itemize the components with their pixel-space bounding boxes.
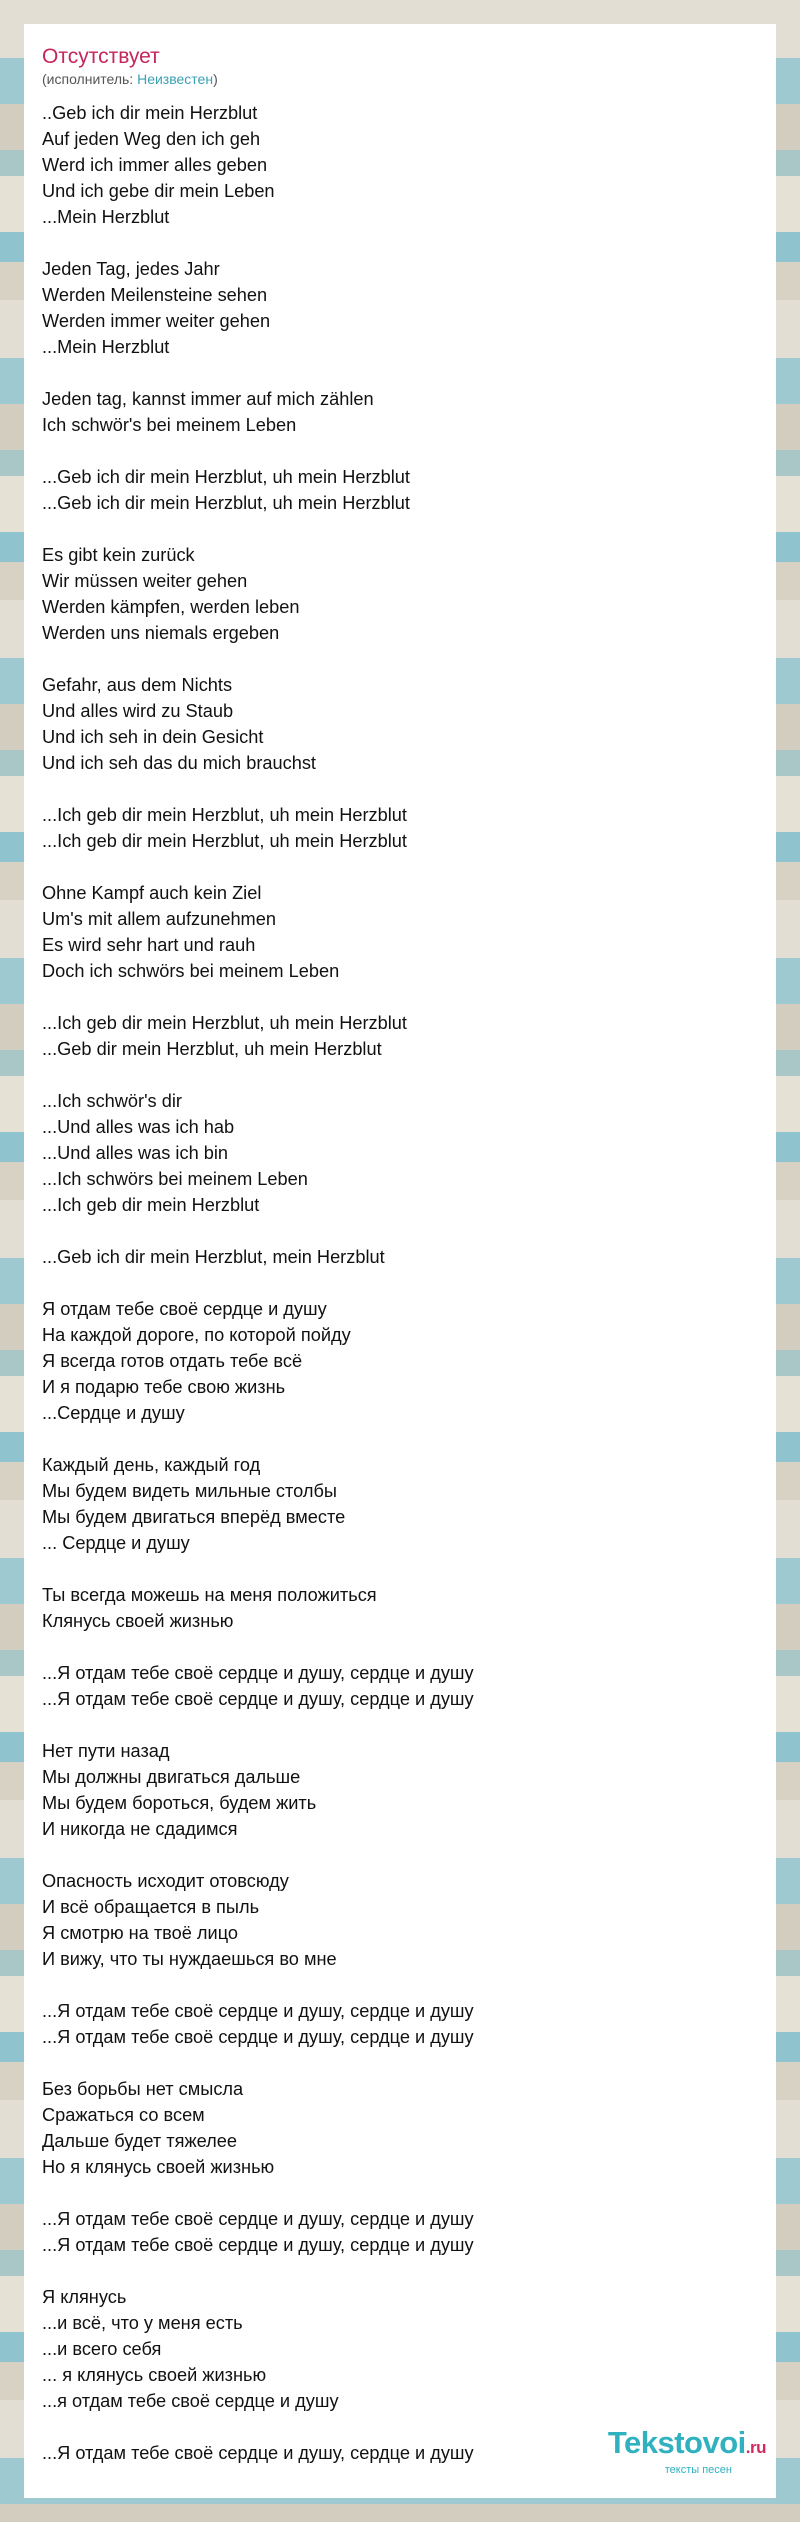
- lyric-line: Doch ich schwörs bei meinem Leben: [42, 961, 340, 981]
- artist-prefix: (исполнитель:: [42, 71, 138, 87]
- lyrics-stanza: [42, 1998, 776, 2050]
- lyric-line: Gefahr, aus dem Nichts: [42, 675, 233, 695]
- lyric-line: Ты всегда можешь на меня положиться: [42, 1585, 377, 1605]
- lyric-line: ...Mein Herzblut: [42, 337, 170, 357]
- lyric-line: ...Ich geb dir mein Herzblut: [42, 1195, 260, 1215]
- lyrics-stanza: [42, 100, 776, 230]
- lyric-line: ...Я отдам тебе своё сердце и душу, сердце и душу: [42, 2001, 474, 2021]
- lyrics-stanza: [42, 1244, 776, 1270]
- site-logo[interactable]: [608, 2427, 766, 2476]
- lyric-line: Ohne Kampf auch kein Ziel: [42, 883, 262, 903]
- lyric-line: И всё обращается в пыль: [42, 1897, 260, 1917]
- lyric-line: Werd ich immer alles geben: [42, 155, 268, 175]
- lyric-line: Und ich seh in dein Gesicht: [42, 727, 264, 747]
- lyric-line: Werden immer weiter gehen: [42, 311, 271, 331]
- lyric-line: Клянусь своей жизнью: [42, 1611, 234, 1631]
- lyric-line: Werden Meilensteine sehen: [42, 285, 268, 305]
- lyric-line: Дальше будет тяжелее: [42, 2131, 237, 2151]
- lyric-line: И никогда не сдадимся: [42, 1819, 238, 1839]
- song-title: Отсутствует: [42, 45, 160, 68]
- lyric-line: И вижу, что ты нуждаешься во мне: [42, 1949, 337, 1969]
- lyric-line: ...Und alles was ich bin: [42, 1143, 229, 1163]
- lyric-line: Мы будем двигаться вперёд вместе: [42, 1507, 346, 1527]
- lyric-line: Jeden tag, kannst immer auf mich zählen: [42, 389, 374, 409]
- lyrics-stanza: [42, 1296, 776, 1426]
- lyrics-stanza: [42, 2076, 776, 2180]
- lyrics-stanza: [42, 1868, 776, 1972]
- lyrics-stanza: [42, 386, 776, 438]
- lyric-line: Ich schwör's bei meinem Leben: [42, 415, 297, 435]
- lyric-line: ...Сердце и душу: [42, 1403, 185, 1423]
- lyric-line: ...Geb ich dir mein Herzblut, uh mein Herzblut: [42, 493, 410, 513]
- lyric-line: ...Я отдам тебе своё сердце и душу, сердце и душу: [42, 2209, 474, 2229]
- lyric-line: ...и всего себя: [42, 2339, 162, 2359]
- lyrics-stanza: [42, 2206, 776, 2258]
- lyric-line: ..Geb ich dir mein Herzblut: [42, 103, 258, 123]
- lyric-line: Но я клянусь своей жизнью: [42, 2157, 275, 2177]
- lyric-line: Wir müssen weiter gehen: [42, 571, 248, 591]
- lyrics-stanza: [42, 1452, 776, 1556]
- lyrics-stanza: [42, 256, 776, 360]
- lyrics-stanza: [42, 802, 776, 854]
- lyric-line: Я отдам тебе своё сердце и душу: [42, 1299, 327, 1319]
- lyric-line: Я смотрю на твоё лицо: [42, 1923, 239, 1943]
- logo-tagline: тексты песен: [664, 2464, 732, 2476]
- lyric-line: ...Ich schwör's dir: [42, 1091, 182, 1111]
- lyric-line: ...я отдам тебе своё сердце и душу: [42, 2391, 339, 2411]
- lyric-line: ... я клянусь своей жизнью: [42, 2365, 267, 2385]
- lyric-line: ...Geb ich dir mein Herzblut, mein Herzblut: [42, 1247, 385, 1267]
- lyric-line: Без борьбы нет смысла: [42, 2079, 244, 2099]
- lyrics-stanza: [42, 1738, 776, 1842]
- lyric-line: ...Я отдам тебе своё сердце и душу, сердце и душу: [42, 2235, 474, 2255]
- lyric-line: ...Ich geb dir mein Herzblut, uh mein Herzblut: [42, 831, 407, 851]
- lyrics-stanza: [42, 1010, 776, 1062]
- lyrics-stanza: [42, 1088, 776, 1218]
- lyric-line: ...Я отдам тебе своё сердце и душу, сердце и душу: [42, 1663, 474, 1683]
- lyric-line: ...Geb ich dir mein Herzblut, uh mein Herzblut: [42, 467, 410, 487]
- lyrics-stanza: [42, 1582, 776, 1634]
- logo-tld: .ru: [745, 2438, 766, 2457]
- lyric-line: ...Mein Herzblut: [42, 207, 170, 227]
- lyric-line: Мы будем бороться, будем жить: [42, 1793, 317, 1813]
- lyrics-body: [42, 100, 776, 2466]
- lyric-line: Мы должны двигаться дальше: [42, 1767, 301, 1787]
- lyric-line: Jeden Tag, jedes Jahr: [42, 259, 220, 279]
- lyric-line: На каждой дороге, по которой пойду: [42, 1325, 351, 1345]
- lyric-line: Я всегда готов отдать тебе всё: [42, 1351, 303, 1371]
- lyric-line: Und ich gebe dir mein Leben: [42, 181, 275, 201]
- lyric-line: И я подарю тебе свою жизнь: [42, 1377, 286, 1397]
- lyric-line: Und alles wird zu Staub: [42, 701, 234, 721]
- lyrics-stanza: [42, 2284, 776, 2414]
- lyrics-stanza: [42, 880, 776, 984]
- lyric-line: ...Я отдам тебе своё сердце и душу, сердце и душу: [42, 2443, 474, 2463]
- lyric-line: ...и всё, что у меня есть: [42, 2313, 243, 2333]
- lyric-line: ...Ich geb dir mein Herzblut, uh mein Herzblut: [42, 805, 407, 825]
- artist-link[interactable]: Неизвестен: [137, 71, 214, 87]
- lyrics-stanza: [42, 542, 776, 646]
- lyrics-stanza: [42, 464, 776, 516]
- lyric-line: Und ich seh das du mich brauchst: [42, 753, 316, 773]
- artist-line: [42, 70, 776, 88]
- lyric-line: ...Und alles was ich hab: [42, 1117, 235, 1137]
- lyric-line: Auf jeden Weg den ich geh: [42, 129, 261, 149]
- lyric-line: Werden uns niemals ergeben: [42, 623, 280, 643]
- logo-wordmark: [608, 2427, 766, 2464]
- lyric-line: Я клянусь: [42, 2287, 127, 2307]
- lyric-line: Мы будем видеть мильные столбы: [42, 1481, 337, 1501]
- lyric-line: Werden kämpfen, werden leben: [42, 597, 300, 617]
- lyric-line: ...Geb dir mein Herzblut, uh mein Herzblut: [42, 1039, 382, 1059]
- lyric-line: ...Ich geb dir mein Herzblut, uh mein Herzblut: [42, 1013, 407, 1033]
- artist-suffix: ): [213, 71, 218, 87]
- logo-name: Tekstovoi: [607, 2425, 746, 2460]
- lyric-line: Каждый день, каждый год: [42, 1455, 261, 1475]
- lyric-line: Опасность исходит отовсюду: [42, 1871, 289, 1891]
- lyric-line: Сражаться со всем: [42, 2105, 205, 2125]
- lyric-line: Um's mit allem aufzunehmen: [42, 909, 276, 929]
- lyric-line: ... Сердце и душу: [42, 1533, 190, 1553]
- lyrics-card: [24, 24, 776, 2498]
- lyric-line: Es wird sehr hart und rauh: [42, 935, 256, 955]
- lyric-line: ...Я отдам тебе своё сердце и душу, сердце и душу: [42, 2027, 474, 2047]
- lyric-line: Es gibt kein zurück: [42, 545, 195, 565]
- lyric-line: ...Ich schwörs bei meinem Leben: [42, 1169, 308, 1189]
- lyrics-stanza: [42, 1660, 776, 1712]
- lyric-line: Нет пути назад: [42, 1741, 170, 1761]
- lyrics-stanza: [42, 672, 776, 776]
- lyric-line: ...Я отдам тебе своё сердце и душу, сердце и душу: [42, 1689, 474, 1709]
